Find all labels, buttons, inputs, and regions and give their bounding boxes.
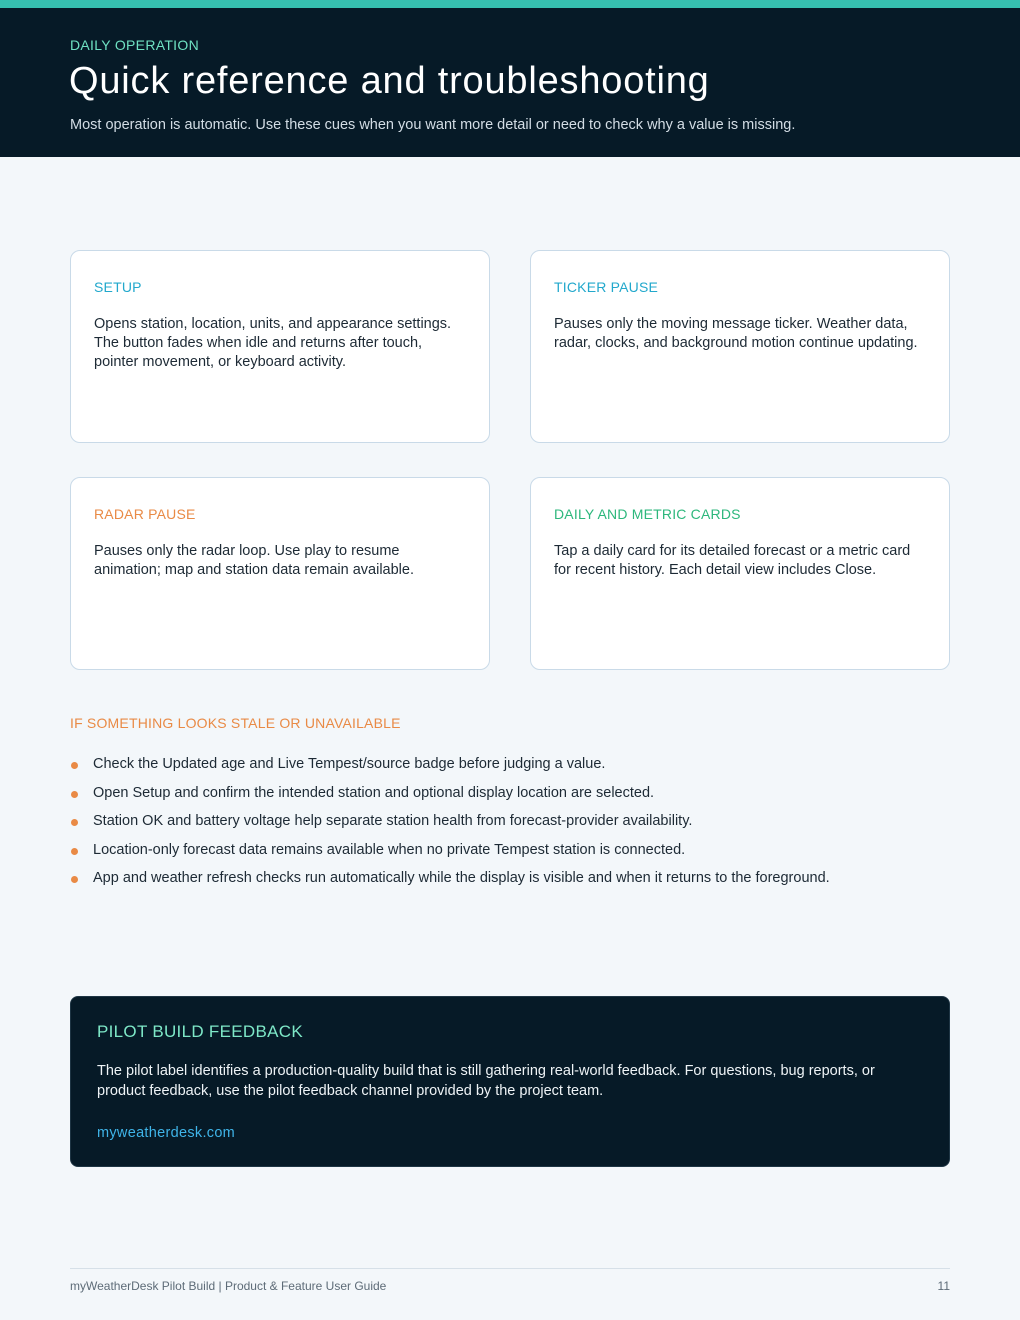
list-item <box>70 813 830 842</box>
list-item-text: Check the Updated age and Live Tempest/source badge before judging a value. <box>93 756 606 772</box>
page-subtitle: Most operation is automatic. Use these cues when you want more detail or need to check why a value is missing. <box>70 117 796 133</box>
list-item-text: Location-only forecast data remains available when no private Tempest station is connected. <box>93 841 686 858</box>
list-item <box>70 870 830 899</box>
card-body: Pauses only the moving message ticker. Weather data, radar, clocks, and background motion continue updating. <box>554 316 918 351</box>
page-number: 11 <box>937 1279 950 1293</box>
pilot-feedback-panel <box>70 996 950 1167</box>
bullet-dot-icon <box>71 848 78 855</box>
bullet-dot-icon <box>71 762 78 769</box>
website-link[interactable]: myweatherdesk.com <box>97 1125 236 1141</box>
bullet-dot-icon <box>71 791 78 798</box>
card-ticker-pause <box>530 250 950 443</box>
troubleshooting-heading: IF SOMETHING LOOKS STALE OR UNAVAILABLE <box>70 715 401 731</box>
bullet-dot-icon <box>71 819 78 826</box>
feedback-title: PILOT BUILD FEEDBACK <box>97 1022 303 1041</box>
card-label: TICKER PAUSE <box>554 279 659 295</box>
footer-text: myWeatherDesk Pilot Build | Product & Feature User Guide <box>70 1279 387 1293</box>
footer-divider <box>70 1268 950 1269</box>
card-label: RADAR PAUSE <box>94 506 196 522</box>
card-body: Opens station, location, units, and appearance settings. The button fades when idle and returns after touch, pointer movement, or keyboard activity. <box>94 316 452 370</box>
card-label: SETUP <box>94 279 142 295</box>
top-accent-bar <box>0 0 1020 8</box>
list-item-text: App and weather refresh checks run automatically while the display is visible and when it returns to the foreground. <box>93 870 830 886</box>
feedback-body: The pilot label identifies a production-quality build that is still gathering real-world feedback. For questions, bug reports, or product feedback, use the pilot feedback channel provided by the project team. <box>97 1063 875 1099</box>
card-body: Tap a daily card for its detailed forecast or a metric card for recent history. Each detail view includes Close. <box>554 543 911 578</box>
card-label: DAILY AND METRIC CARDS <box>554 506 741 522</box>
list-item-text: Open Setup and confirm the intended station and optional display location are selected. <box>93 784 655 801</box>
list-item <box>70 756 830 785</box>
card-setup <box>70 250 490 443</box>
list-item <box>70 842 830 871</box>
page-title: Quick reference and troubleshooting <box>69 60 710 102</box>
section-eyebrow: DAILY OPERATION <box>70 37 199 53</box>
card-daily-metric <box>530 477 950 670</box>
troubleshooting-list <box>70 756 830 899</box>
bullet-dot-icon <box>71 876 78 883</box>
page-header <box>0 8 1020 157</box>
list-item-text: Station OK and battery voltage help separate station health from forecast-provider availability. <box>93 813 693 829</box>
list-item <box>70 785 830 814</box>
card-radar-pause <box>70 477 490 670</box>
card-body: Pauses only the radar loop. Use play to resume animation; map and station data remain available. <box>94 543 414 578</box>
